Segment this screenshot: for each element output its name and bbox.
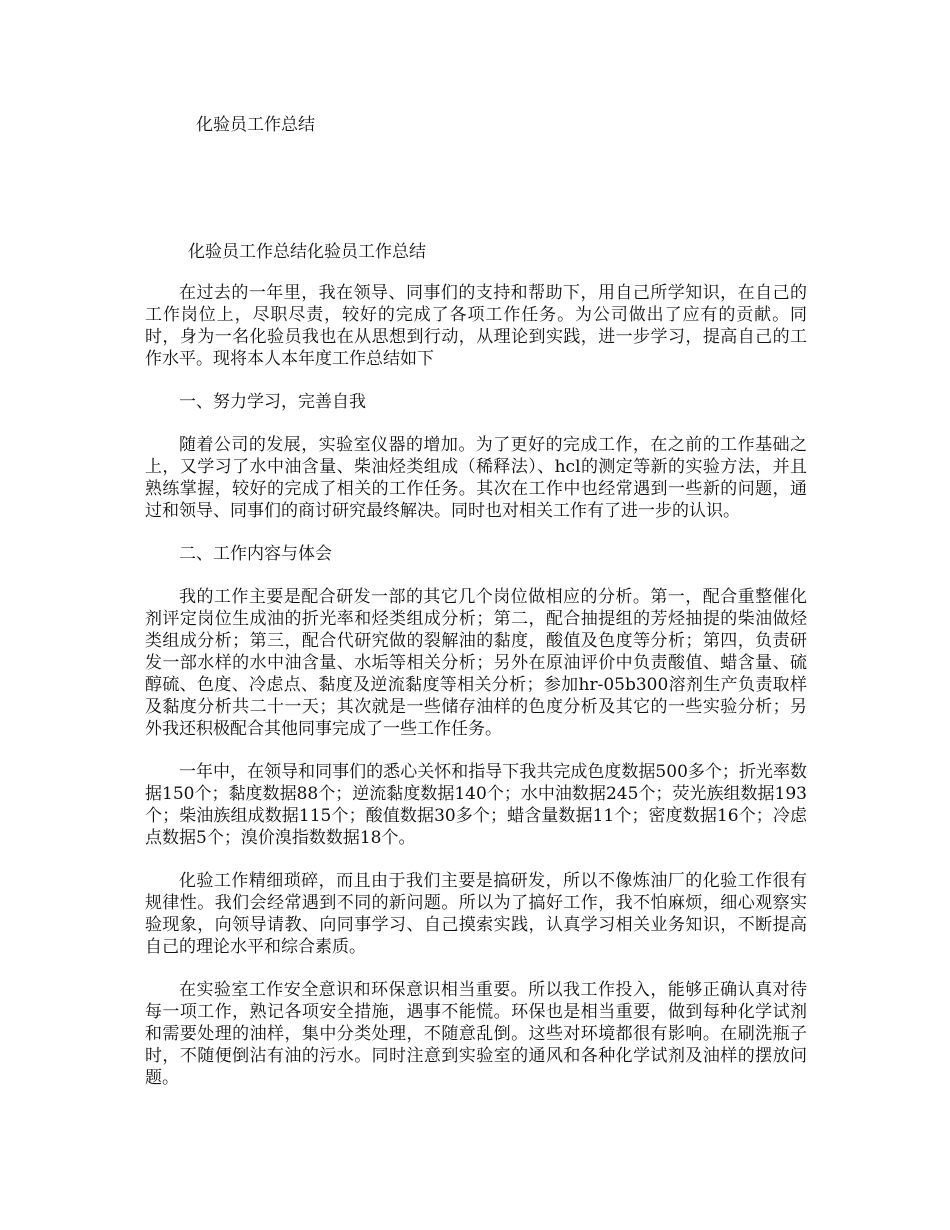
intro-paragraph: 在过去的一年里，我在领导、同事们的支持和帮助下，用自己所学知识，在自己的工作岗位上，尽职尽责，较好的完成了各项工作任务。为公司做出了应有的贡献。同时，身为一名化验员我也在从思想到行动，从理论到实践，进一步学习，提高自己的工作水平。现将本人本年度工作总结如下 [145, 283, 807, 369]
section-2-paragraph-safety: 在实验室工作安全意识和环保意识相当重要。所以我工作投入，能够正确认真对待每一项工作，熟记各项安全措施，遇事不能慌。环保也是相当重要，做到每种化学试剂和需要处理的油样，集中分类处理，不随意乱倒。这些对环境都很有影响。在刷洗瓶子时，不随便倒沾有油的污水。同时注意到实验室的通风和各种化学试剂及油样的摆放问题。 [145, 980, 807, 1088]
document-body [145, 282, 807, 1110]
section-heading-2: 二、工作内容与体会 [179, 544, 332, 564]
section-2-paragraph-work: 我的工作主要是配合研发一部的其它几个岗位做相应的分析。第一，配合重整催化剂评定岗位生成油的折光率和烃类组成分析；第二，配合抽提组的芳烃抽提的柴油做烃类组成分析；第三，配合代研究做的裂解油的黏度，酸值及色度等分析；第四，负责研发一部水样的水中油含量、水垢等相关分析；另外在原油评价中负责酸值、蜡含量、硫醇硫、色度、冷虑点、黏度及逆流黏度等相关分析；参加hr-05b300溶剂生产负责取样及黏度分析共二十一天；其次就是一些储存油样的色度分析及其它的一些实验分析；另外我还积极配合其他同事完成了一些工作任务。 [145, 587, 807, 739]
section-2-paragraph-method: 化验工作精细琐碎，而且由于我们主要是搞研发，所以不像炼油厂的化验工作很有规律性。我们会经常遇到不同的新问题。所以为了搞好工作，我不怕麻烦，细心观察实验现象，向领导请教、向同事学习、自己摸索实践，认真学习相关业务知识，不断提高自己的理论水平和综合素质。 [145, 871, 807, 957]
document-title: 化验员工作总结 [196, 115, 315, 135]
document-subtitle: 化验员工作总结化验员工作总结 [188, 242, 426, 262]
section-heading-1: 一、努力学习，完善自我 [179, 392, 366, 412]
section-2-paragraph-data: 一年中，在领导和同事们的悉心关怀和指导下我共完成色度数据500多个；折光率数据150个；黏度数据88个；逆流黏度数据140个；水中油数据245个；荧光族组数据193个；柴油族组成数据115个；酸值数据30多个；蜡含量数据11个；密度数据16个；冷虑点数据5个；溴价溴指数数据18个。 [145, 762, 807, 848]
section-1-paragraph: 随着公司的发展，实验室仪器的增加。为了更好的完成工作，在之前的工作基础之上，又学习了水中油含量、柴油烃类组成（稀释法）、hcl的测定等新的实验方法，并且熟练掌握，较好的完成了相关的工作任务。其次在工作中也经常遇到一些新的问题，通过和领导、同事们的商讨研究最终解决。同时也对相关工作有了进一步的认识。 [145, 435, 807, 521]
